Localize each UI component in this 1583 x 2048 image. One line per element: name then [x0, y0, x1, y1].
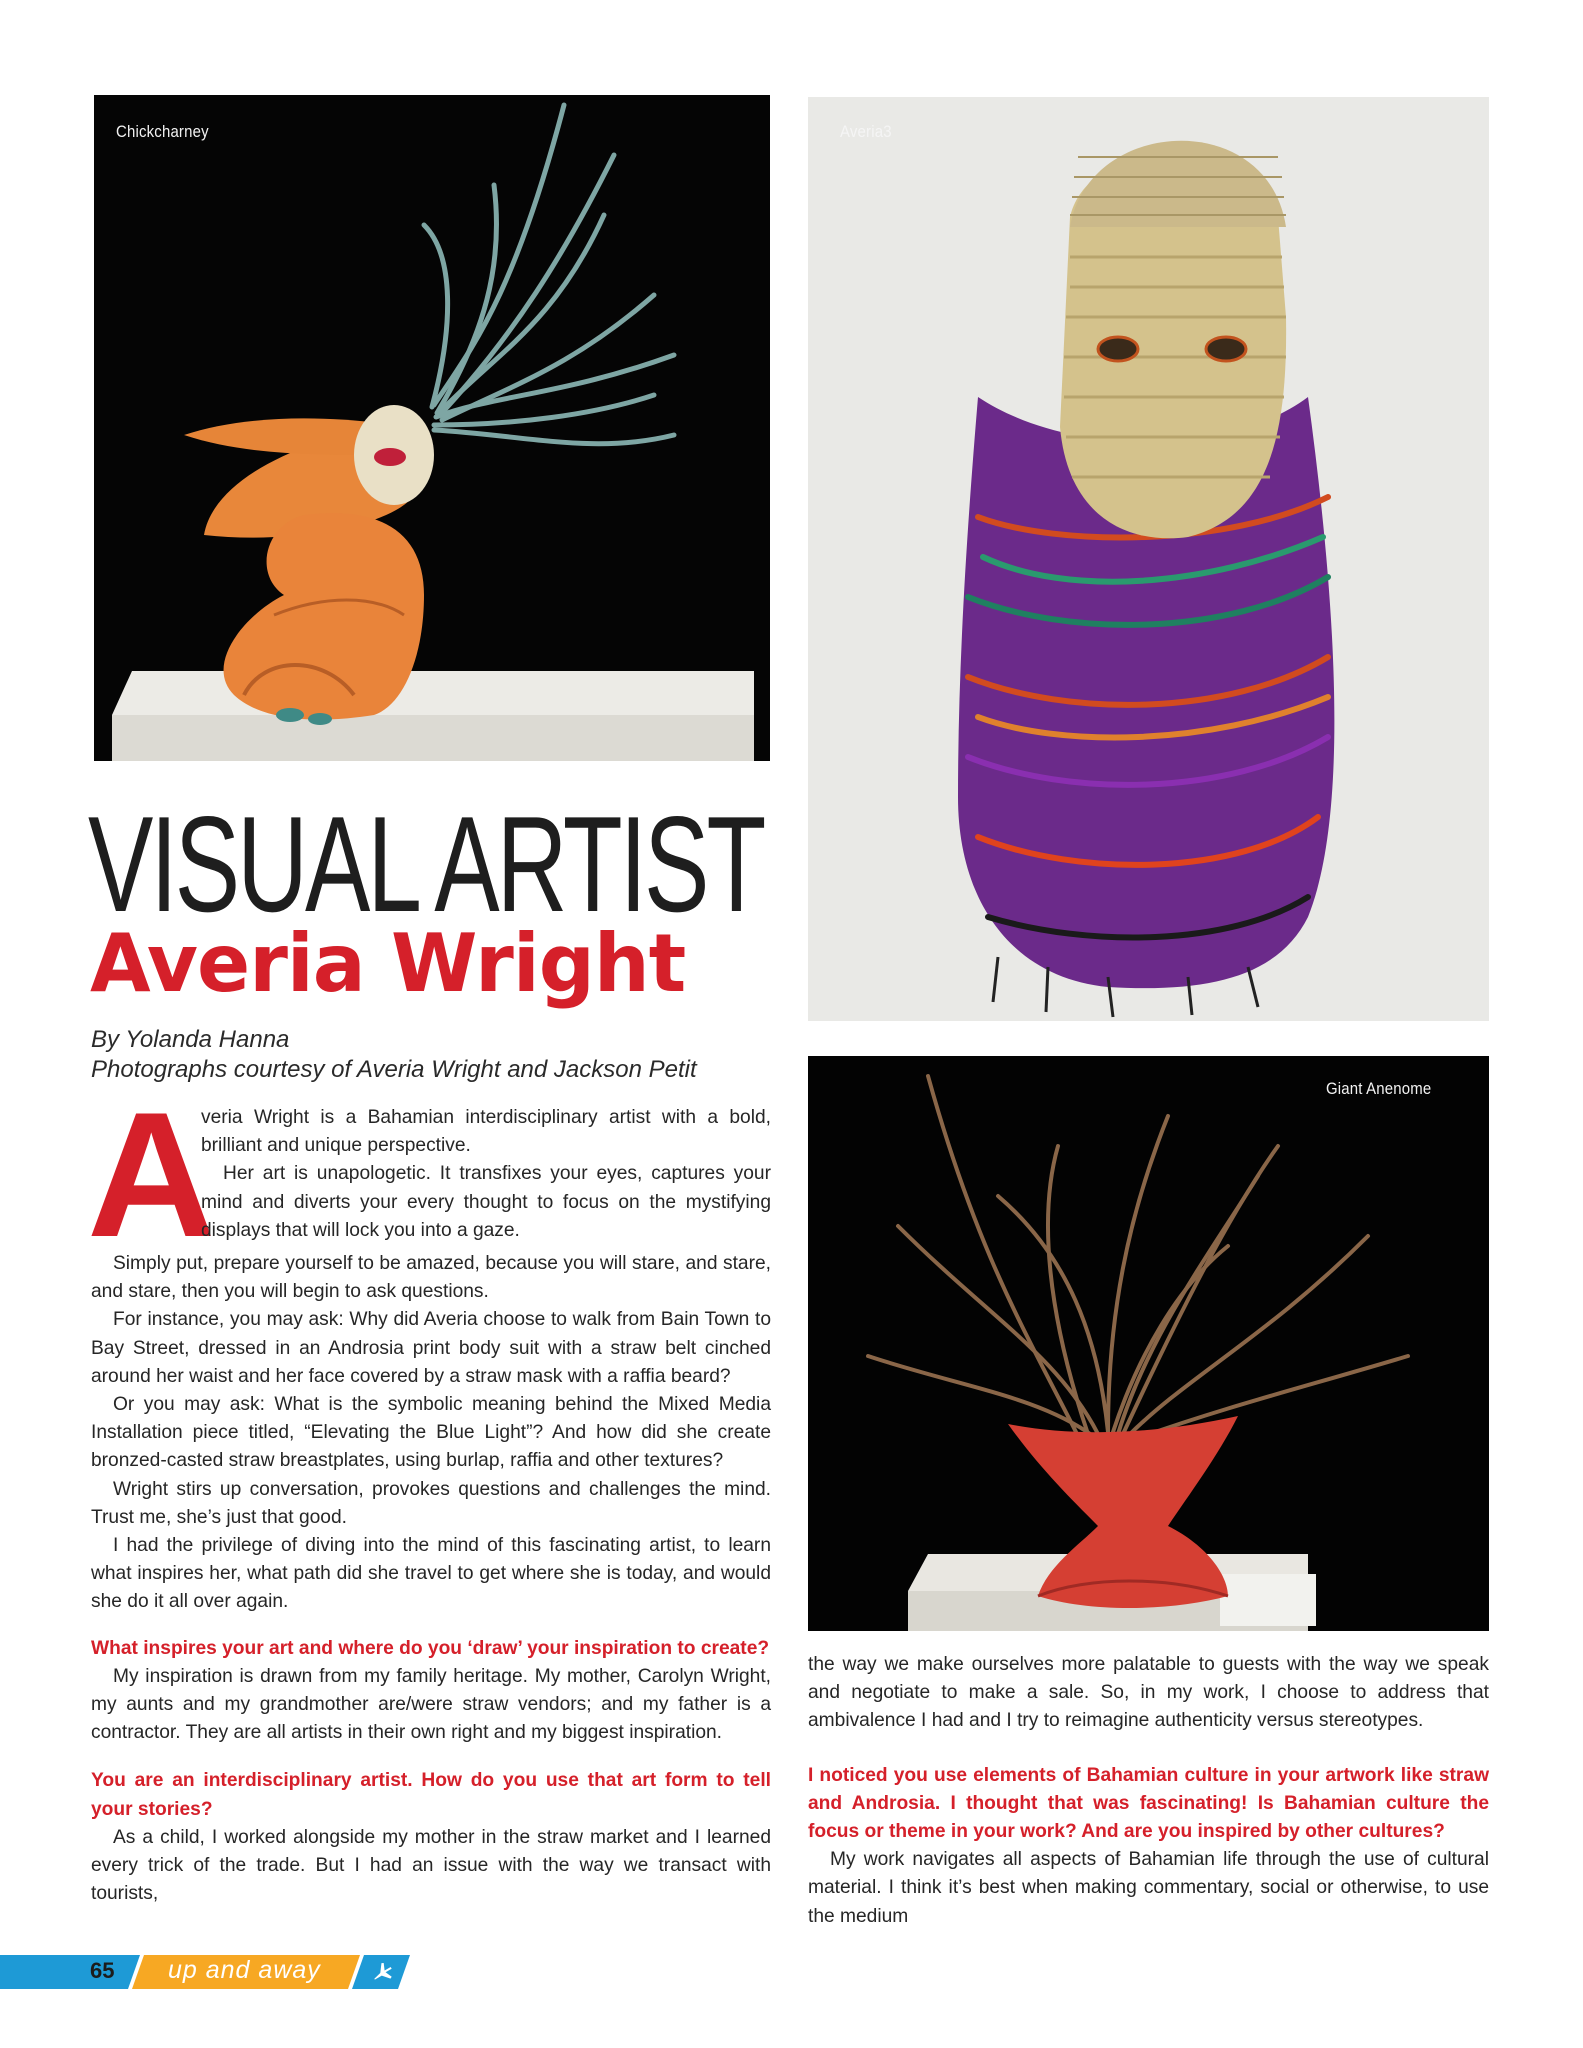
body-paragraph: Simply put, prepare yourself to be amazed, because you will stare, and stare, and stare, then you will begin to ask questions.	[91, 1253, 771, 1303]
body-paragraph: For instance, you may ask: Why did Averia choose to walk from Bain Town to Bay Street, dressed in an Androsia print body suit with a straw belt cinched around her waist and her face covered by a straw mask with a raffia beard?	[91, 1309, 771, 1387]
interview-answer: My inspiration is drawn from my family heritage. My mother, Carolyn Wright, my aunts and my grandmother are/were straw vendors; and my father is a contractor. They are all artists in their own right and my biggest inspiration.	[91, 1665, 771, 1744]
body-paragraph: Her art is unapologetic. It transfixes your eyes, captures your mind and diverts your every thought to focus on the mystifying displays that will lock you into a gaze.	[201, 1163, 771, 1241]
interview-question: I noticed you use elements of Bahamian culture in your artwork like straw and Androsia. I thought that was fascinating! Is Bahamian culture the focus or theme in your work? And are you inspired by other cultures?	[808, 1764, 1489, 1843]
airplane-icon	[370, 1960, 394, 1984]
intro-paragraph: veria Wright is a Bahamian interdisciplinary artist with a bold, brilliant and unique perspective.	[201, 1107, 771, 1157]
drop-cap: A	[87, 1075, 216, 1274]
author-byline: By Yolanda Hanna	[91, 1026, 290, 1053]
page-footer	[0, 1955, 420, 1989]
averia3-photo	[808, 97, 1489, 1021]
giant-anenome-caption: Giant Anenome	[1326, 1079, 1432, 1098]
left-column	[87, 1075, 771, 1908]
page-number: 65	[90, 1958, 115, 1983]
photo-credit: Photographs courtesy of Averia Wright and Jackson Petit	[91, 1056, 697, 1083]
interview-question: What inspires your art and where do you ‘draw’ your inspiration to create?	[91, 1637, 770, 1659]
body-paragraph: Wright stirs up conversation, provokes questions and challenges the mind. Trust me, she’s just that good.	[91, 1478, 771, 1528]
interview-answer-continued: the way we make ourselves more palatable to guests with the way we speak and negotiate to make a sale. So, in my work, I choose to address that ambivalence I had and I try to reimagine authenticity versus stereotypes.	[808, 1654, 1489, 1732]
body-paragraph: Or you may ask: What is the symbolic meaning behind the Mixed Media Installation piece titled, “Elevating the Blue Light”? And how did she create bronzed-casted straw breastplates, using burlap, raffia and other textures?	[91, 1394, 771, 1472]
interview-answer: As a child, I worked alongside my mother in the straw market and I learned every trick of the trade. But I had an issue with the way we transact with tourists,	[91, 1826, 771, 1905]
interview-answer: My work navigates all aspects of Bahamian life through the use of cultural material. I think it’s best when making commentary, social or otherwise, to use the medium	[808, 1849, 1489, 1927]
page-title: VISUAL ARTIST	[88, 788, 764, 940]
artist-name-subtitle: Averia Wright	[90, 917, 686, 1010]
chickcharney-caption: Chickcharney	[116, 122, 209, 141]
giant-anenome-photo	[808, 1056, 1489, 1631]
right-column	[808, 1651, 1489, 1931]
magazine-name: up and away	[168, 1956, 321, 1984]
interview-question: You are an interdisciplinary artist. How do you use that art form to tell your stories?	[91, 1770, 771, 1820]
body-paragraph: I had the privilege of diving into the mind of this fascinating artist, to learn what inspires her, what path did she travel to get where she is today, and would she do it all over again.	[91, 1535, 771, 1613]
chickcharney-photo	[94, 95, 770, 761]
averia3-caption: Averia3	[840, 122, 892, 141]
